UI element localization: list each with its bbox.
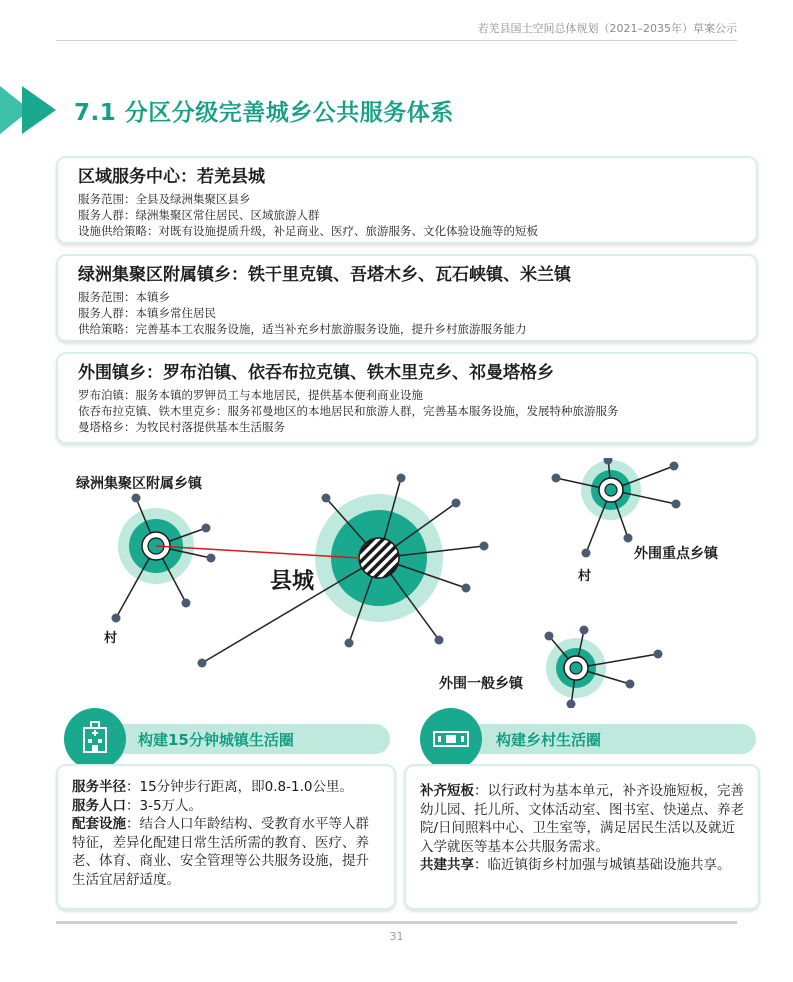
label-village-right: 村 — [578, 569, 592, 584]
card-regional-center — [56, 156, 758, 244]
card-line: 供给策略：完善基本工农服务设施，适当补充乡村旅游服务设施，提升乡村旅游服务能力 — [78, 322, 527, 336]
left-block-heading: 构建15分钟城镇生活圈 — [138, 731, 294, 749]
right-block-header — [460, 724, 756, 754]
left-block-text — [56, 764, 396, 910]
left-block-header — [100, 724, 390, 754]
general-town-cluster — [545, 626, 663, 709]
label-affiliated-towns: 绿洲集聚区附属乡镇 — [76, 476, 202, 492]
card-title: 外围镇乡：罗布泊镇、依吞布拉克镇、铁木里克乡、祁曼塔格乡 — [78, 363, 554, 383]
share-value: ：临近镇街乡村加强与城镇基础设施共享。 — [474, 857, 731, 873]
card-line: 设施供给策略：对既有设施提质升级，补足商业、医疗、旅游服务、文化体验设施等的短板 — [78, 224, 538, 238]
card-line: 服务范围：本镇乡 — [78, 290, 170, 304]
hospital-icon — [64, 708, 126, 770]
right-block-text — [404, 764, 760, 910]
affiliated-town-cluster — [112, 494, 216, 623]
card-affiliated-towns — [56, 254, 758, 342]
card-line: 依吞布拉克镇、铁木里克乡：服务祁曼地区的本地居民和旅游人群，完善基本服务设施，发展特种旅游服务 — [78, 404, 619, 418]
label-village-left: 村 — [104, 631, 118, 646]
header-text: 若羌县国土空间总体规划（2021–2035年）草案公示 — [477, 22, 737, 35]
facility-label: 配套设施 — [72, 816, 126, 832]
key-town-cluster — [552, 458, 681, 558]
card-line: 曼塔格乡：为牧民村落提供基本生活服务 — [78, 420, 285, 434]
card-peripheral-towns — [56, 352, 758, 444]
gap-label: 补齐短板 — [420, 783, 474, 799]
card-title: 区域服务中心：若羌县城 — [78, 167, 265, 187]
county-core-cluster — [198, 474, 489, 668]
card-line: 服务人群：绿洲集聚区常住居民、区域旅游人群 — [78, 208, 320, 222]
service-network-diagram — [56, 458, 746, 708]
label-key-town: 外围重点乡镇 — [634, 546, 718, 562]
label-county: 县城 — [270, 569, 315, 594]
label-general-town: 外围一般乡镇 — [439, 676, 523, 692]
card-line: 服务人群：本镇乡常住居民 — [78, 306, 216, 320]
card-line: 服务范围：全县及绿洲集聚区县乡 — [78, 192, 251, 206]
village-icon — [420, 708, 482, 770]
page-number: 31 — [389, 930, 404, 943]
card-title: 绿洲集聚区附属镇乡：铁干里克镇、吾塔木乡、瓦石峡镇、米兰镇 — [78, 265, 571, 285]
population-label: 服务人口 — [72, 797, 126, 814]
right-block-heading: 构建乡村生活圈 — [496, 731, 602, 749]
page-title: 7.1 分区分级完善城乡公共服务体系 — [74, 100, 454, 126]
footer-divider — [56, 921, 737, 924]
population-value: ：3-5万人。 — [126, 797, 203, 814]
card-line: 罗布泊镇：服务本镇的罗钾员工与本地居民，提供基本便利商业设施 — [78, 388, 423, 402]
gap-value: ：以行政村为基本单元，补齐设施短板，完善幼儿园、托儿所、文体活动室、图书室、快递点、养老院/日间照料中心、卫生室等，满足居民生活以及就近入学就医等基本公共服务需求。 — [420, 783, 744, 855]
radius-value: ：15分钟步行距离，即0.8-1.0公里。 — [126, 779, 353, 795]
share-label: 共建共享 — [420, 857, 474, 873]
radius-label: 服务半径 — [72, 779, 126, 795]
facility-value: ：结合人口年龄结构、受教育水平等人群特征，差异化配建日常生活所需的教育、医疗、养老、体育、商业、安全管理等公共服务设施，提升生活宜居舒适度。 — [72, 816, 369, 888]
title-arrow-dark — [22, 86, 56, 134]
header-divider — [56, 40, 737, 41]
